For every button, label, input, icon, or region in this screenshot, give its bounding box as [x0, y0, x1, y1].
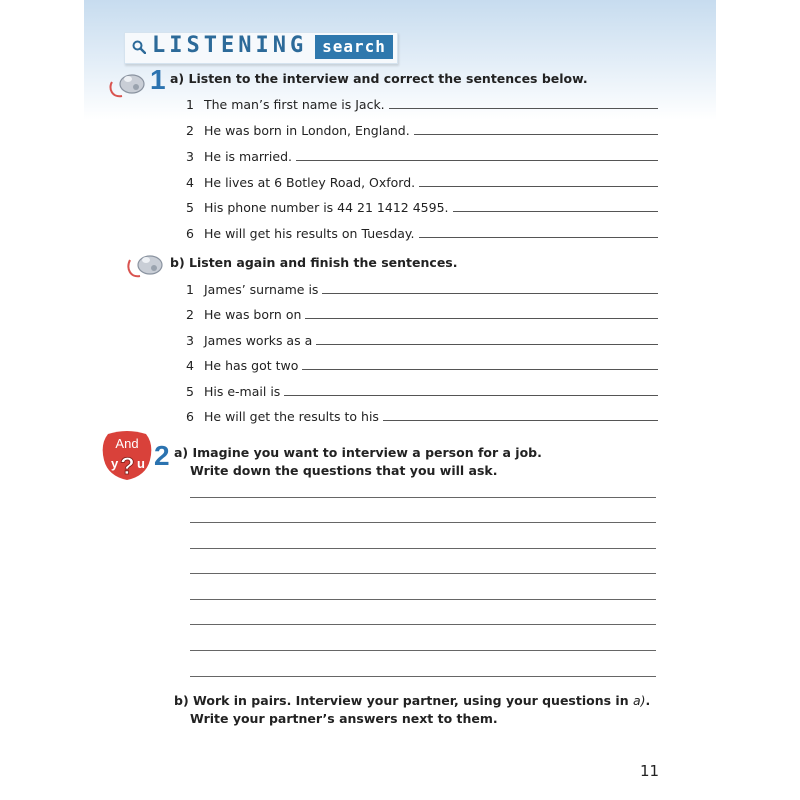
exercise-1b-instruction: b) Listen again and finish the sentences. — [170, 255, 458, 270]
answer-line[interactable] — [284, 394, 658, 396]
writing-line[interactable] — [190, 676, 656, 677]
page-number: 11 — [640, 762, 660, 780]
exercise-2b-instruction-line1: b) Work in pairs. Interview your partner, using your questions in a). — [174, 693, 651, 708]
writing-line[interactable] — [190, 650, 656, 651]
exercise-1a-item: 5 His phone number is 44 21 1412 4595. — [186, 195, 658, 215]
exercise-1b-item: 4 He has got two — [186, 353, 658, 373]
computer-mouse-icon — [124, 250, 168, 284]
answer-line[interactable] — [414, 133, 658, 135]
writing-line[interactable] — [190, 548, 656, 549]
answer-line[interactable] — [322, 292, 658, 294]
exercise-1a-item: 4 He lives at 6 Botley Road, Oxford. — [186, 170, 658, 190]
writing-line[interactable] — [190, 497, 656, 498]
exercise-2b-instruction-line2: Write your partner’s answers next to them. — [190, 711, 498, 726]
answer-line[interactable] — [419, 236, 659, 238]
header-title: LISTENING — [152, 33, 308, 58]
exercise-1-number: 1 — [150, 64, 166, 95]
exercise-1b-item: 3 James works as a — [186, 328, 658, 348]
badge-text-top: And — [115, 436, 139, 451]
badge-text-question: ? — [120, 453, 135, 480]
exercise-1b-item: 2 He was born on — [186, 302, 658, 322]
exercise-2a-instruction-line2: Write down the questions that you will ask. — [190, 463, 498, 478]
answer-line[interactable] — [419, 185, 658, 187]
exercise-1a-item: 1 The man’s first name is Jack. — [186, 92, 658, 112]
exercise-1b-item: 1 James’ surname is — [186, 277, 658, 297]
exercise-1a-instruction: a) Listen to the interview and correct the sentences below. — [170, 71, 588, 86]
magnifier-icon — [132, 40, 146, 54]
and-you-badge-icon — [100, 430, 154, 482]
answer-line[interactable] — [383, 419, 658, 421]
answer-line[interactable] — [296, 159, 658, 161]
exercise-1a-item: 6 He will get his results on Tuesday. — [186, 221, 658, 241]
answer-line[interactable] — [316, 343, 658, 345]
writing-line[interactable] — [190, 624, 656, 625]
writing-line[interactable] — [190, 573, 656, 574]
badge-text-u: u — [137, 456, 145, 471]
exercise-1a-item: 2 He was born in London, England. — [186, 118, 658, 138]
exercise-1b-item: 6 He will get the results to his — [186, 404, 658, 424]
header-tag: search — [315, 35, 393, 59]
answer-line[interactable] — [305, 317, 658, 319]
exercise-2-number: 2 — [154, 440, 170, 471]
writing-line[interactable] — [190, 599, 656, 600]
exercise-1b-item: 5 His e-mail is — [186, 379, 658, 399]
answer-line[interactable] — [453, 210, 659, 212]
answer-line[interactable] — [302, 368, 658, 370]
computer-mouse-icon — [106, 68, 150, 102]
exercise-1a-item: 3 He is married. — [186, 144, 658, 164]
badge-text-y: y — [111, 456, 119, 471]
exercise-2a-instruction-line1: a) Imagine you want to interview a person for a job. — [174, 445, 542, 460]
answer-line[interactable] — [389, 107, 658, 109]
writing-line[interactable] — [190, 522, 656, 523]
